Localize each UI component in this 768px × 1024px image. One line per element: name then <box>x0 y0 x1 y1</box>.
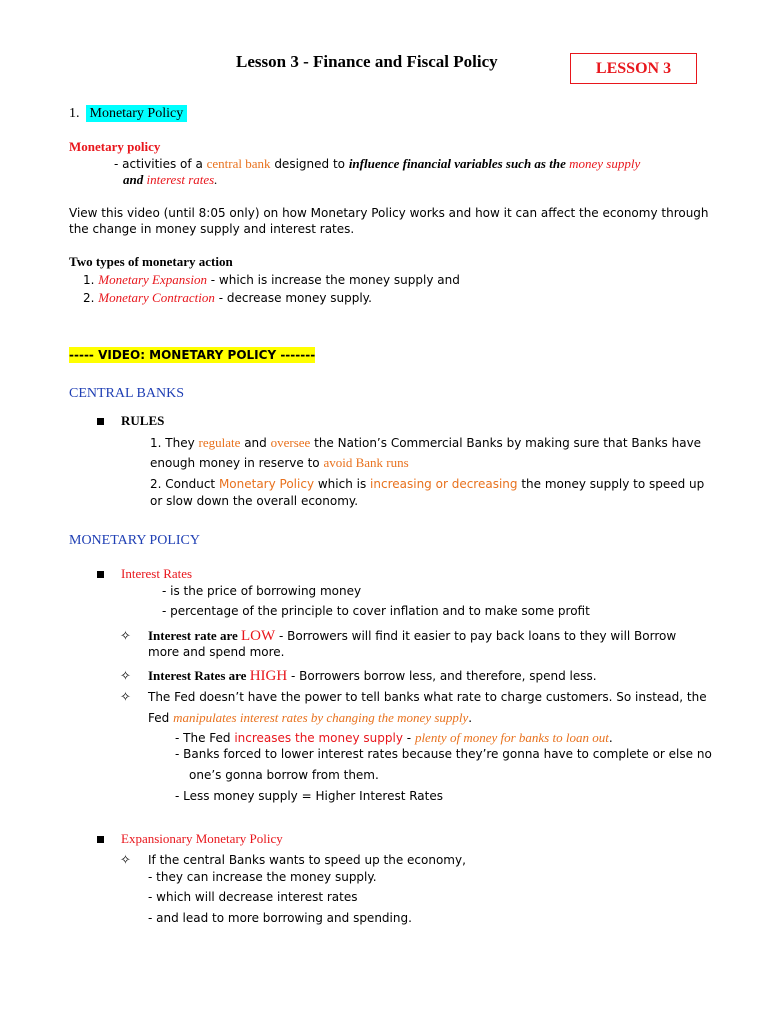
low-rate-text: - Borrowers will find it easier to pay back loans to they will Borrow <box>275 629 677 643</box>
definition-emphasis: and <box>123 172 147 187</box>
type-description: - which is increase the money supply and <box>206 273 460 287</box>
sub-text: - <box>402 731 415 745</box>
plenty-of-money-term: plenty of money for banks to loan out <box>414 730 609 745</box>
fed-item-continued <box>148 707 472 726</box>
square-bullet-icon <box>97 836 104 843</box>
diamond-bullet-icon: ✧ <box>120 669 131 684</box>
expansionary-sub-3: - and lead to more borrowing and spending. <box>148 911 412 925</box>
type-description: - decrease money supply. <box>214 291 372 305</box>
high-rate-item <box>120 665 597 685</box>
diamond-bullet-icon: ✧ <box>120 690 131 705</box>
interest-rates-label: Interest Rates <box>121 566 193 581</box>
definition-line-1 <box>114 156 640 172</box>
video-link-text[interactable]: ----- VIDEO: MONETARY POLICY ------- <box>69 348 316 362</box>
definition-period: . <box>214 172 218 187</box>
central-bank-term: central bank <box>206 156 271 171</box>
sub-period: . <box>608 731 613 745</box>
type-name: Monetary Expansion <box>98 272 207 287</box>
definition-text: - activities of a <box>114 157 207 171</box>
low-rate-item <box>120 625 676 645</box>
type-1-item <box>83 269 460 288</box>
regulate-term: regulate <box>198 435 241 450</box>
type-2-item <box>83 287 372 306</box>
section-heading-text: Monetary Policy <box>86 105 188 122</box>
low-rate-label: Interest rate are <box>148 628 242 643</box>
fed-sub-1 <box>175 727 613 746</box>
rule-text: the Nation’s Commercial Banks by making sure that Banks have <box>310 436 702 450</box>
rule-text: which is <box>314 477 371 491</box>
low-keyword: LOW <box>241 628 276 644</box>
interest-rate-definition-1: - is the price of borrowing money <box>162 584 362 598</box>
diamond-bullet-icon: ✧ <box>120 853 131 868</box>
money-supply-term: money supply <box>569 156 641 171</box>
diamond-bullet-icon: ✧ <box>120 629 131 644</box>
rules-label: RULES <box>121 413 165 428</box>
high-rate-text: - Borrowers borrow less, and therefore, spend less. <box>287 669 597 683</box>
central-banks-heading: CENTRAL BANKS <box>69 386 184 401</box>
definition-emphasis: influence financial variables such as the <box>348 156 570 171</box>
expansionary-sub-1: - they can increase the money supply. <box>148 870 377 884</box>
fed-sub-3: - Less money supply = Higher Interest Rates <box>175 789 444 803</box>
rules-bullet <box>97 410 164 429</box>
list-number: 2. <box>83 291 99 305</box>
fed-sub-2-continued: one’s gonna borrow from them. <box>189 768 379 782</box>
fed-text: Fed <box>148 711 174 725</box>
sub-text: - The Fed <box>175 731 235 745</box>
increasing-decreasing-term: increasing or decreasing <box>370 477 518 491</box>
square-bullet-icon <box>97 418 104 425</box>
type-name: Monetary Contraction <box>98 290 215 305</box>
rule-2-line-1 <box>150 473 704 492</box>
list-number: 1. <box>83 273 99 287</box>
square-bullet-icon <box>97 571 104 578</box>
video-description-line-1: View this video (until 8:05 only) on how Monetary Policy works and how it can affect the economy through <box>69 206 709 220</box>
fed-text: The Fed doesn’t have the power to tell banks what rate to charge customers. So instead, the <box>148 690 707 704</box>
expansionary-sub-2: - which will decrease interest rates <box>148 890 358 904</box>
rule-text: 1. They <box>150 436 199 450</box>
fed-item <box>120 686 707 705</box>
high-keyword: HIGH <box>249 668 288 684</box>
definition-term: Monetary policy <box>69 139 161 154</box>
rule-1-line-1 <box>150 432 701 451</box>
lesson-badge: LESSON 3 <box>570 53 697 84</box>
interest-rates-term: interest rates <box>146 172 215 187</box>
low-rate-continued: more and spend more. <box>148 645 285 659</box>
section-heading-monetary-policy <box>69 106 187 122</box>
rule-1-line-2 <box>150 452 409 471</box>
definition-text: designed to <box>270 157 349 171</box>
video-link-banner[interactable] <box>69 348 315 362</box>
expansionary-label: Expansionary Monetary Policy <box>121 831 283 846</box>
types-heading: Two types of monetary action <box>69 254 233 269</box>
expansionary-bullet <box>97 828 283 847</box>
expansionary-text: If the central Banks wants to speed up the economy, <box>148 853 466 867</box>
increases-money-supply-term: increases the money supply <box>234 731 403 745</box>
monetary-policy-heading: MONETARY POLICY <box>69 533 200 548</box>
section-number: 1. <box>69 106 80 121</box>
monetary-policy-term: Monetary Policy <box>218 477 315 491</box>
page-title: Lesson 3 - Finance and Fiscal Policy <box>236 52 498 71</box>
avoid-bank-runs-term: avoid Bank runs <box>323 455 409 470</box>
fed-manipulates-term: manipulates interest rates by changing the money supply <box>173 710 469 725</box>
video-description-line-2: the change in money supply and interest rates. <box>69 222 355 236</box>
rule-text: 2. Conduct <box>150 477 219 491</box>
definition-line-2 <box>123 172 218 188</box>
oversee-term: oversee <box>270 435 311 450</box>
interest-rates-bullet <box>97 563 192 582</box>
fed-period: . <box>468 711 473 725</box>
rule-2-line-2: or slow down the overall economy. <box>150 494 359 508</box>
high-rate-label: Interest Rates are <box>148 668 250 683</box>
expansionary-item <box>120 849 466 868</box>
rule-text: and <box>240 436 271 450</box>
rule-text: enough money in reserve to <box>150 456 324 470</box>
fed-sub-2: - Banks forced to lower interest rates because they’re gonna have to complete or else no <box>175 747 712 761</box>
rule-text: the money supply to speed up <box>517 477 705 491</box>
interest-rate-definition-2: - percentage of the principle to cover inflation and to make some profit <box>162 604 590 618</box>
